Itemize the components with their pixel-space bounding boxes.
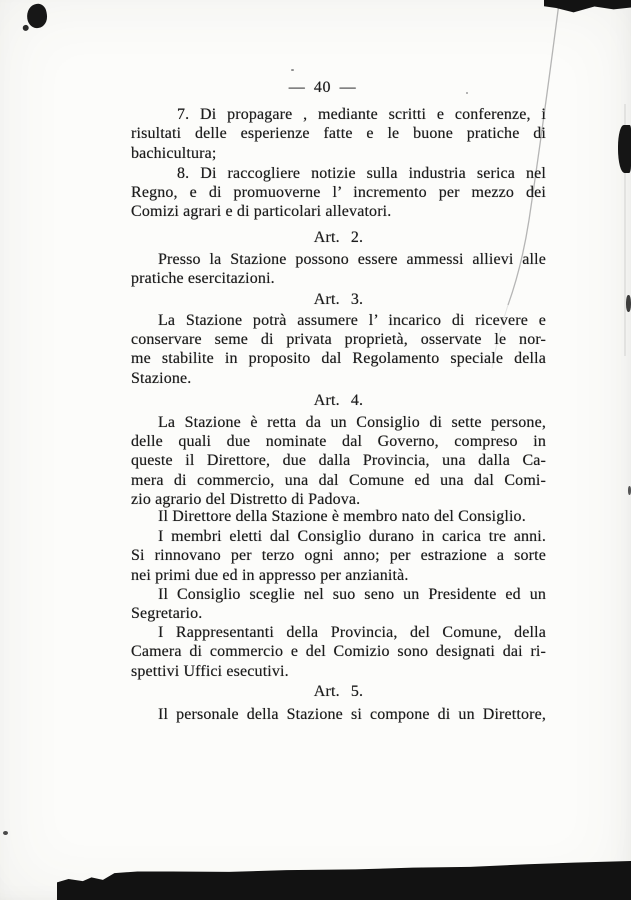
text-line: Regno, e di promuoverne l’ incremento per mezzo dei	[131, 183, 546, 201]
text-line: La Stazione potrà assumere l’ incarico di ricevere e	[158, 312, 546, 330]
text-line: nei primi due ed in appresso per anzianità.	[131, 566, 409, 584]
text-line: 8. Di raccogliere notizie sulla industria serica nel	[177, 164, 546, 182]
text-line: queste il Direttore, due dalla Provincia, una dalla Ca-	[131, 452, 546, 470]
article-3-heading: Art. 3.	[313, 290, 364, 308]
text-line: bachicultura;	[131, 144, 217, 162]
text-line: zio agrario del Distretto di Padova.	[131, 490, 361, 508]
text-line: mera di commercio, una dal Comune ed una dal Comi-	[131, 471, 546, 489]
text-line: delle quali due nominate dal Governo, compreso in	[131, 433, 546, 451]
text-line: Presso la Stazione possono essere ammessi allievi alle	[158, 250, 546, 268]
article-4-paragraph-5	[131, 623, 546, 681]
text-line: spettivi Uffici esecutivi.	[131, 662, 289, 680]
list-item-8	[131, 164, 546, 222]
text-line: risultati delle esperienze fatte e le buone pratiche di	[131, 125, 546, 143]
text-line: Stazione.	[131, 369, 192, 387]
text-line: Si rinnovano per terzo ogni anno; per estrazione a sorte	[131, 547, 546, 565]
article-4-paragraph-1	[131, 413, 546, 509]
article-3-paragraph	[131, 311, 546, 388]
article-4-paragraph-4	[131, 585, 546, 623]
text-line: Il Direttore della Stazione è membro nato del Consiglio.	[158, 508, 526, 525]
article-2-paragraph	[131, 250, 546, 288]
text-line: me stabilite in proposito dal Regolamento speciale della	[131, 350, 546, 368]
text-line: La Stazione è retta da un Consiglio di sette persone,	[158, 414, 546, 432]
text-line: Segretario.	[131, 604, 203, 622]
text-line: I Rappresentanti della Provincia, del Comune, della	[158, 624, 546, 642]
text-line: pratiche esercitazioni.	[131, 269, 275, 287]
article-2-heading: Art. 2.	[313, 229, 364, 247]
text-line: 7. Di propagare , mediante scritti e conferenze, i	[177, 106, 546, 124]
article-4-paragraph-3	[131, 527, 546, 585]
text-line: Il personale della Stazione si compone di un Direttore,	[158, 705, 546, 723]
text-line: conservare seme di privata proprietà, osservate le nor-	[131, 331, 546, 349]
text-line: Il Consiglio sceglie nel suo seno un Presidente ed un	[158, 585, 546, 603]
text-line: I membri eletti dal Consiglio durano in carica tre anni.	[158, 528, 546, 546]
text-line: Comizi agrari e di particolari allevatori.	[131, 203, 392, 221]
page-number: — 40 —	[288, 79, 357, 96]
article-5-paragraph	[131, 705, 546, 724]
list-item-7	[131, 105, 546, 163]
article-4-paragraph-2	[131, 507, 546, 526]
text-line: Camera di commercio e del Comizio sono designati dai ri-	[131, 643, 546, 661]
article-5-heading: Art. 5.	[313, 682, 364, 700]
text-column	[131, 78, 546, 724]
article-4-heading: Art. 4.	[313, 391, 364, 409]
